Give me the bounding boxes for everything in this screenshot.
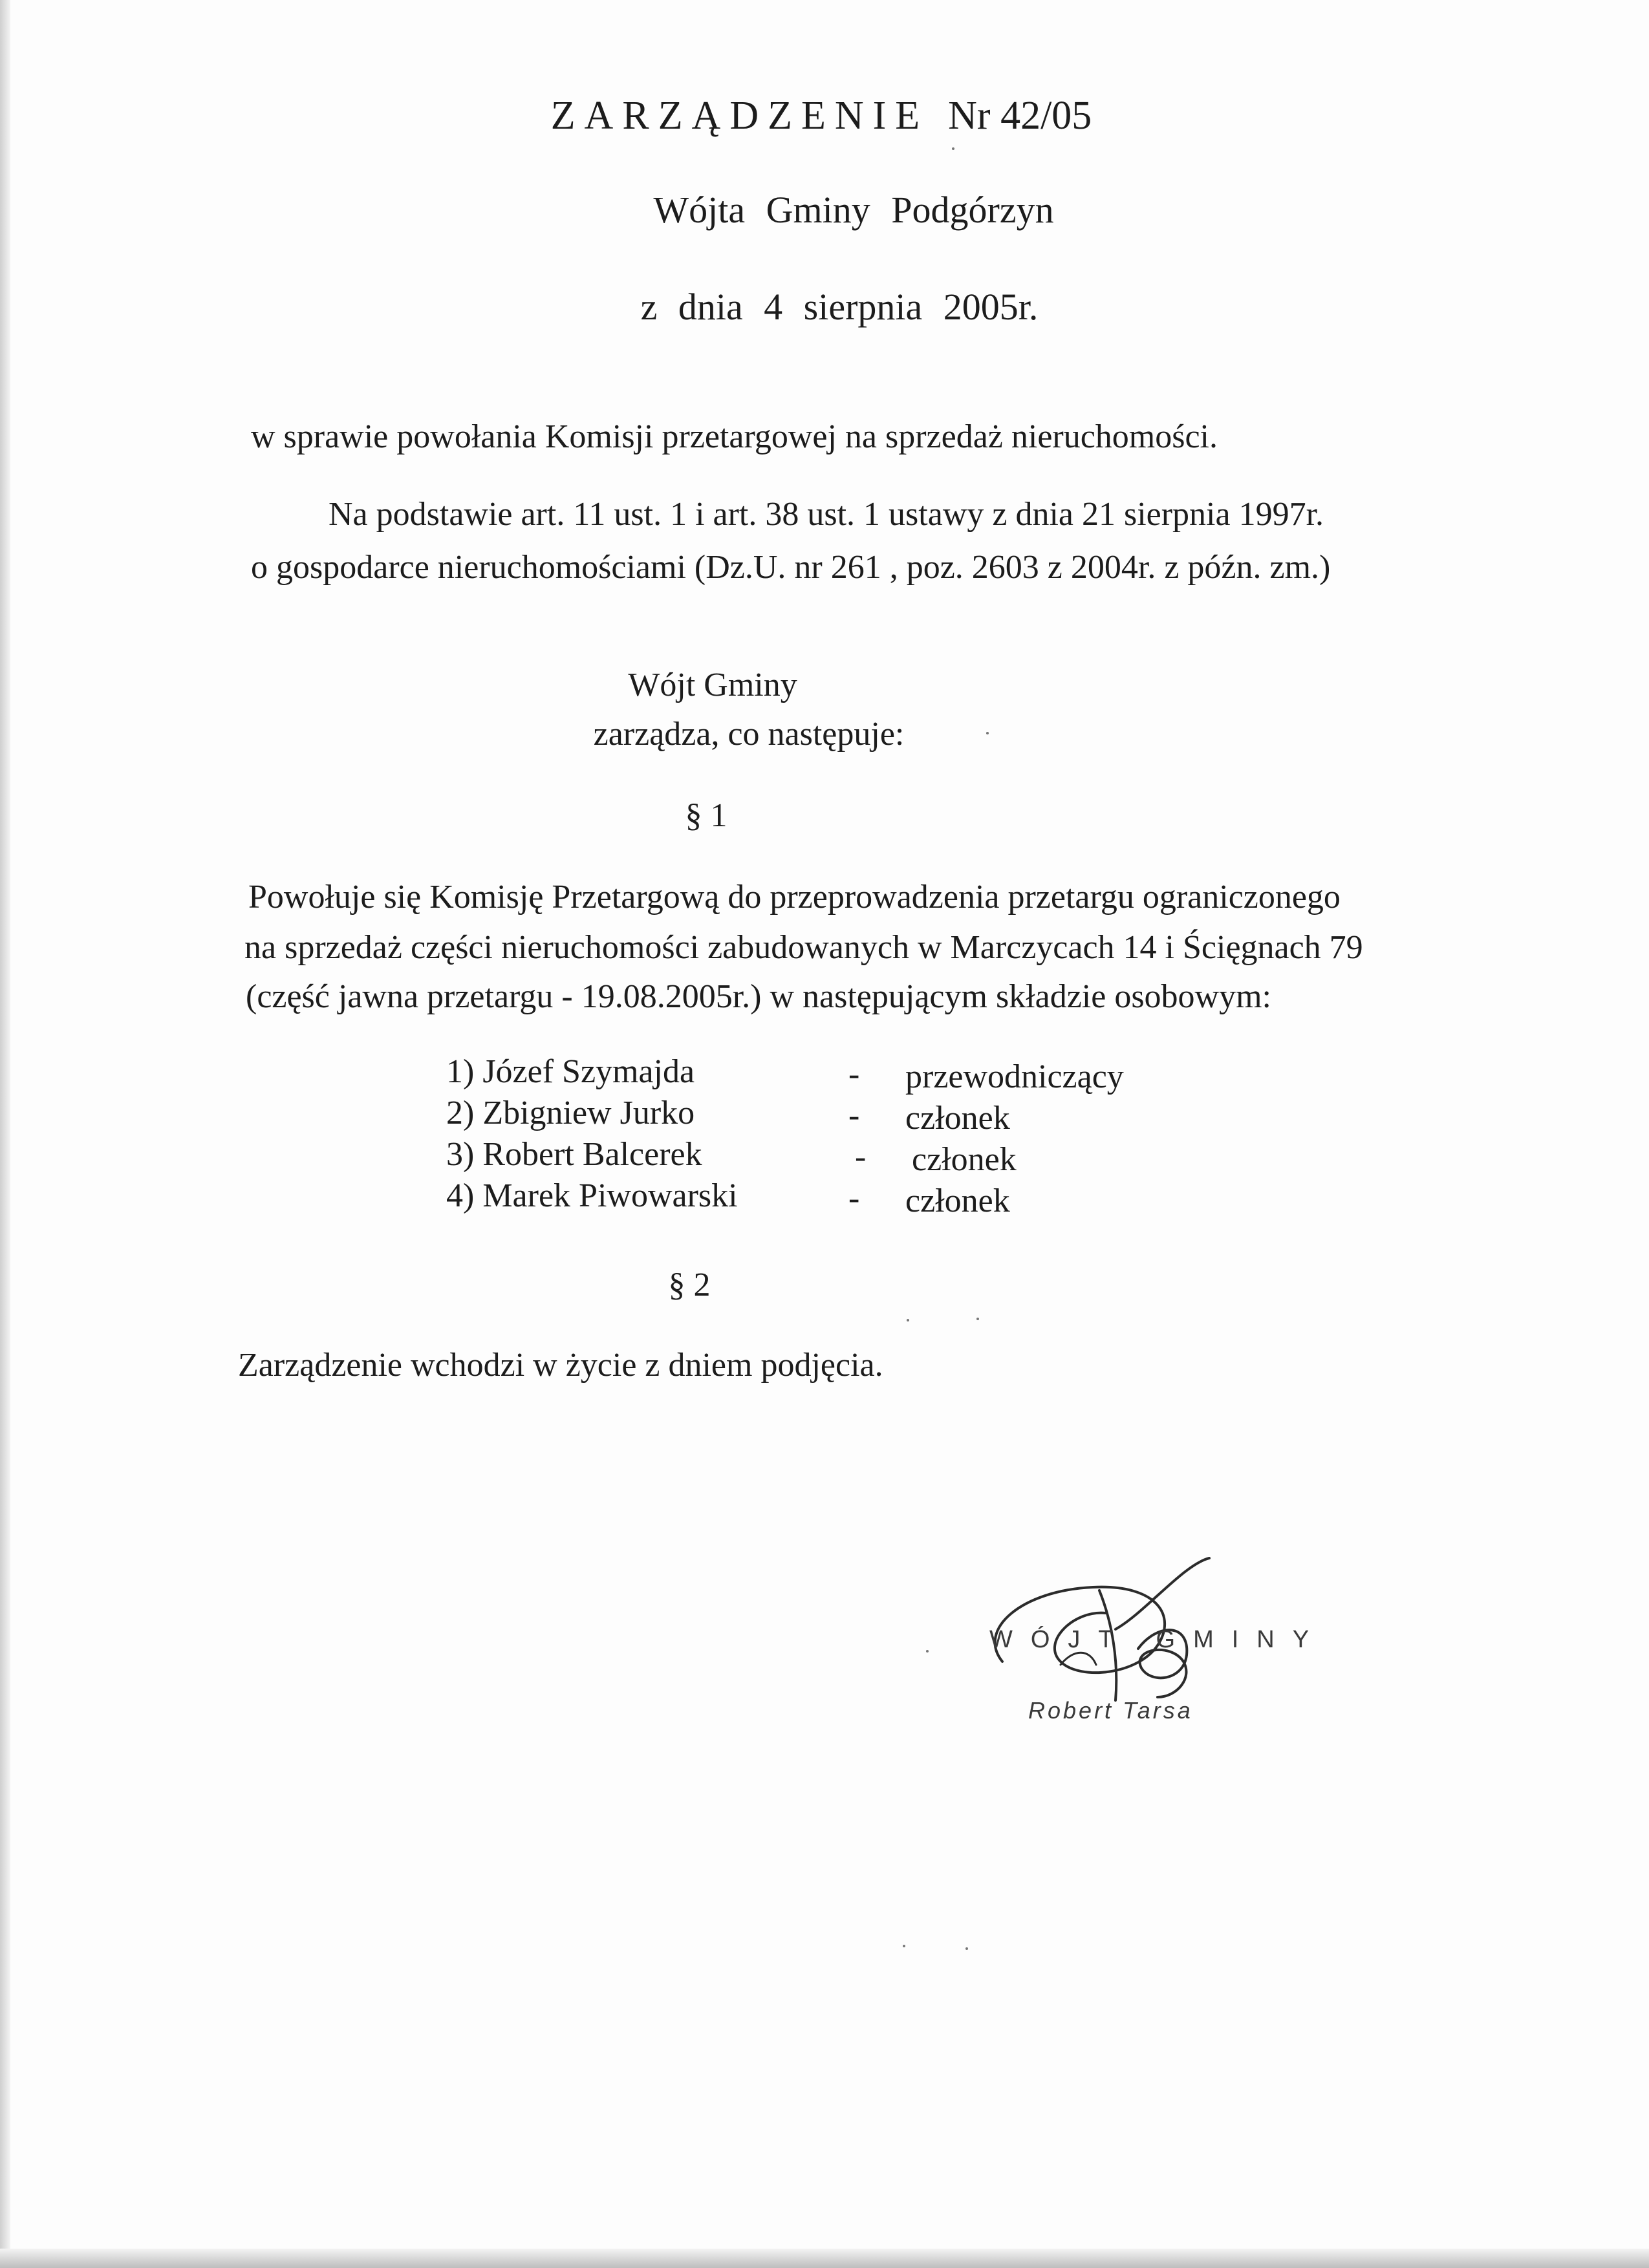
- list-item-dash: -: [848, 1097, 860, 1134]
- scan-speck: [976, 1318, 979, 1320]
- list-item-entry: 2) Zbigniew Jurko: [446, 1095, 695, 1131]
- document-number: Nr 42/05: [948, 94, 1092, 138]
- subject-line: w sprawie powołania Komisji przetargowej na sprzedaż nieruchomości.: [251, 418, 1218, 455]
- list-item-dash: -: [848, 1056, 860, 1093]
- legal-basis-line-2: o gospodarce nieruchomościami (Dz.U. nr 261 , poz. 2603 z 2004r. z późn. zm.): [251, 549, 1331, 586]
- title-word: ZARZĄDZENIE: [550, 94, 929, 138]
- list-item-role: przewodniczący: [905, 1058, 1124, 1095]
- document-title: [551, 96, 1092, 136]
- scan-edge-left: [0, 0, 10, 2268]
- scan-speck: [952, 147, 954, 150]
- scan-speck: [903, 1945, 905, 1947]
- scan-edge-bottom: [0, 2249, 1649, 2268]
- signature-name: Robert Tarsa: [1028, 1697, 1193, 1724]
- issuer: Wójta Gminy Podgórzyn: [653, 189, 1054, 231]
- list-item-dash: -: [848, 1180, 860, 1217]
- authority-line-1: Wójt Gminy: [628, 667, 797, 703]
- scan-speck: [986, 732, 989, 734]
- authority-line-2: zarządza, co następuje:: [593, 716, 905, 753]
- section-1-heading: § 1: [685, 797, 727, 834]
- list-item-entry: 1) Józef Szymajda: [446, 1053, 695, 1090]
- section-1-line-2: na sprzedaż części nieruchomości zabudowanych w Marczycach 14 i Ścięgnach 79: [244, 929, 1363, 966]
- section-1-line-3: (część jawna przetargu - 19.08.2005r.) w następującym składzie osobowym:: [246, 978, 1271, 1015]
- scan-speck: [926, 1650, 929, 1653]
- section-1-line-1: Powołuje się Komisję Przetargową do przeprowadzenia przetargu ograniczonego: [248, 879, 1341, 915]
- section-2-heading: § 2: [668, 1267, 711, 1303]
- scan-speck: [907, 1319, 909, 1321]
- list-item-role: członek: [905, 1100, 1010, 1137]
- signature-stamp: WÓJT GMINY: [989, 1626, 1328, 1653]
- list-item-role: członek: [912, 1141, 1017, 1178]
- legal-basis-line-1: Na podstawie art. 11 ust. 1 i art. 38 ust. 1 ustawy z dnia 21 sierpnia 1997r.: [329, 496, 1324, 533]
- document-date: z dnia 4 sierpnia 2005r.: [640, 286, 1039, 328]
- scan-speck: [965, 1947, 968, 1950]
- list-item-entry: 3) Robert Balcerek: [446, 1136, 702, 1173]
- list-item-dash: -: [855, 1139, 867, 1175]
- list-item-entry: 4) Marek Piwowarski: [446, 1177, 738, 1214]
- section-2-text: Zarządzenie wchodzi w życie z dniem podjęcia.: [238, 1347, 883, 1384]
- list-item-role: członek: [905, 1182, 1010, 1219]
